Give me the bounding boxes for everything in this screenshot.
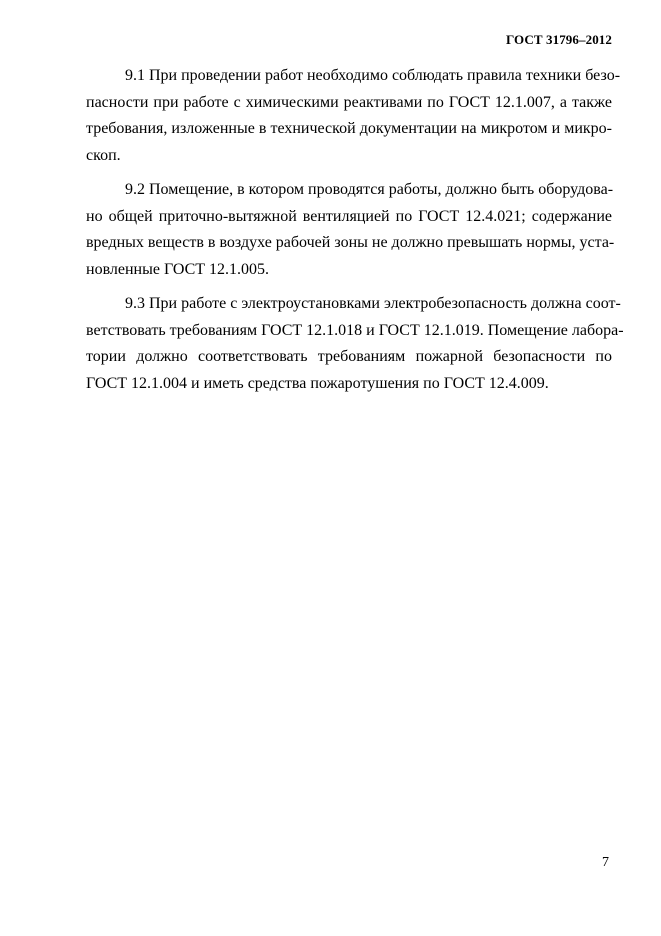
paragraph-line: ветствовать требованиям ГОСТ 12.1.018 и ГОСТ 12.1.019. Помещение лабора-: [86, 321, 624, 339]
document-body: [86, 63, 624, 405]
paragraph-line: 9.2 Помещение, в котором проводятся работы, должно быть оборудова-: [125, 181, 614, 198]
paragraph-9-2: [86, 177, 615, 283]
paragraph-line: но общей приточно-вытяжной вентиляцией по ГОСТ 12.4.021; содержание: [86, 207, 612, 225]
paragraph-line: скоп.: [86, 146, 121, 164]
paragraph-line: новленные ГОСТ 12.1.005.: [86, 260, 270, 278]
paragraph-line: вредных веществ в воздухе рабочей зоны не должно превышать нормы, уста-: [86, 234, 615, 251]
paragraph-line: пасности при работе с химическими реактивами по ГОСТ 12.1.007, а также: [86, 93, 612, 111]
paragraph-9-1: [86, 63, 621, 169]
page-number: 7: [602, 855, 609, 870]
paragraph-line: 9.3 При работе с электроустановками электробезопасность должна соот-: [125, 295, 621, 312]
document-header-id: ГОСТ 31796–2012: [505, 32, 612, 47]
paragraph-line: 9.1 При проведении работ необходимо соблюдать правила техники безо-: [125, 67, 621, 84]
paragraph-9-3: [86, 291, 624, 397]
paragraph-line: тории должно соответствовать требованиям пожарной безопасности по: [86, 348, 612, 365]
paragraph-line: требования, изложенные в технической документации на микротом и микро-: [86, 120, 612, 137]
paragraph-line: ГОСТ 12.1.004 и иметь средства пожаротушения по ГОСТ 12.4.009.: [86, 374, 549, 392]
